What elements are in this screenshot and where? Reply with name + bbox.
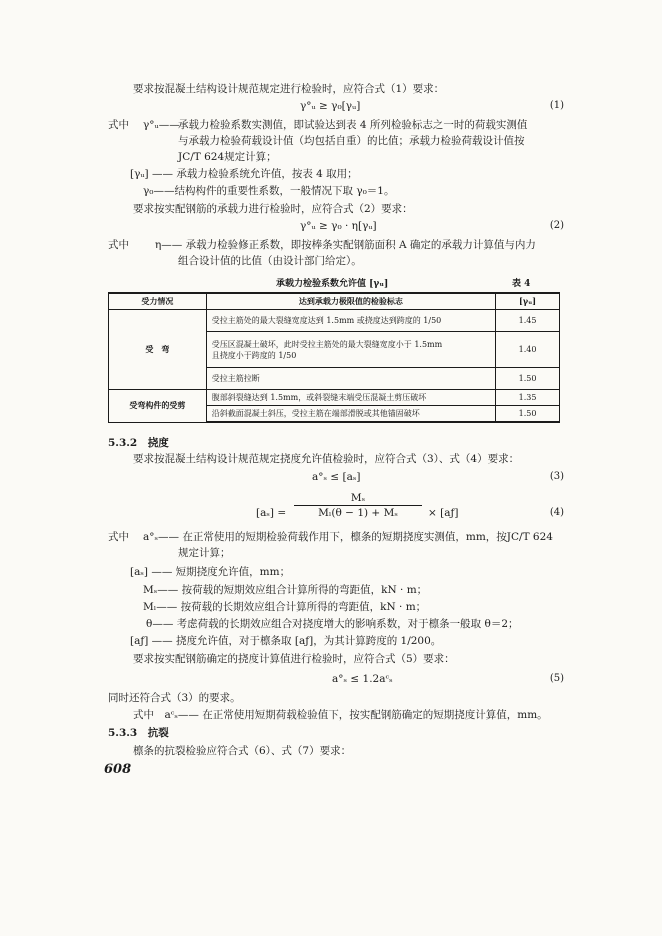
where-lead: 式中 — [108, 239, 129, 251]
table-cell — [206, 332, 495, 368]
table-label: 表 4 — [512, 279, 531, 289]
definition-line: η—— 承载力检验修正系数，即按棒条实配钢筋面积 A 确定的承载力计算值与内力 — [155, 239, 536, 251]
table-header-cell: 受力情况 — [109, 293, 207, 310]
table-value-cell: 1.50 — [496, 368, 560, 390]
definition-line: γ₀——结构构件的重要性系数，一般情况下取 γ₀＝1。 — [143, 185, 395, 197]
table-title: 承载力检验系数允许值 [γᵤ] — [276, 279, 389, 289]
where-lead: 式中 — [108, 119, 129, 131]
table-cell-line: 受压区混凝土破坏，此时受拉主筋处的最大裂缝宽度小于 1.5mm — [211, 339, 443, 349]
table-header-row — [109, 293, 560, 310]
definition-line: [aƒ] —— 挠度允许值，对于檩条取 [aƒ]，为其计算跨度的 1/200。 — [130, 635, 442, 647]
table-row — [109, 390, 560, 406]
paragraph-line: 式中 aᶜₛ—— 在正常使用短期荷载检验值下，按实配钢筋确定的短期挠度计算值，mm。 — [133, 709, 548, 721]
paragraph-line: 要求按混凝土结构设计规范规定挠度允许值检验时，应符合式（3）、式（4）要求： — [133, 453, 520, 465]
where-lead: 式中 — [108, 531, 129, 543]
intro-line: 要求按混凝土结构设计规范规定进行检验时，应符合式（1）要求： — [133, 83, 445, 95]
page-number: 608 — [104, 762, 132, 777]
definition-line: Mₛ—— 按荷载的短期效应组合计算所得的弯距值，kN · m； — [143, 584, 428, 596]
symbol-gamma-u: γ°ᵤ—— — [143, 119, 180, 131]
table-row — [109, 310, 560, 332]
equation-4-right: × [aƒ] — [428, 507, 459, 519]
table-value-cell: 1.50 — [496, 406, 560, 423]
equation-4-left: [aₛ] = — [256, 507, 287, 519]
table-value-cell: 1.40 — [496, 332, 560, 368]
definition-line: 与承载力检验荷载设计值（均包括自重）的比值；承载力检验荷载设计值按 — [178, 135, 525, 147]
definition-line: [γᵤ] —— 承载力检验系统允许值，按表 4 取用； — [130, 168, 358, 180]
definition-line: 承载力检验系数实测值，即试验达到表 4 所列检验标志之一时的荷载实测值 — [178, 119, 528, 131]
table-cell: 腹部斜裂缝达到 1.5mm，或斜裂缝末端受压混凝土剪压破坏 — [206, 390, 495, 406]
equation-1: γ°ᵤ ≥ γ₀[γᵤ] — [300, 100, 361, 112]
table-cell: 受拉主筋拉断 — [206, 368, 495, 390]
definition-line: [aₛ] —— 短期挠度允许值，mm； — [130, 566, 291, 578]
table-cell-line: 且挠度小于跨度的 1/50 — [211, 350, 297, 360]
equation-5-number: (5) — [549, 673, 564, 684]
bearing-capacity-table — [108, 292, 560, 423]
definition-line: Mₗ—— 按荷载的长期效应组合计算所得的弯距值，kN · m； — [143, 601, 427, 613]
equation-5: a°ₛ ≤ 1.2aᶜₛ — [332, 673, 393, 685]
table-value-cell: 1.35 — [496, 390, 560, 406]
equation-4-fraction — [294, 492, 422, 519]
definition-line: 组合设计值的比值（由设计部门给定）。 — [178, 255, 362, 267]
paragraph-line: 檩条的抗裂检验应符合式（6）、式（7）要求： — [133, 745, 352, 757]
table-value-cell: 1.45 — [496, 310, 560, 332]
table-group-cell: 受弯构件的受剪 — [109, 390, 207, 423]
table-header-cell: [γᵤ] — [496, 293, 560, 310]
table-cell: 沿斜截面混凝土斜压，受拉主筋在端部滑脱或其他锚固破坏 — [206, 406, 495, 423]
table-group-cell: 受 弯 — [109, 310, 207, 390]
section-heading-5-3-3: 5.3.3 抗裂 — [108, 727, 169, 739]
definition-line: a°ₛ—— 在正常使用的短期检验荷载作用下，檩条的短期挠度实测值，mm，按JC/T 624 — [143, 531, 553, 543]
paragraph-line: 同时还符合式（3）的要求。 — [108, 692, 241, 704]
table-header-cell: 达到承载力极限值的检验标志 — [206, 293, 495, 310]
paragraph-line: 要求按实配钢筋确定的挠度计算值进行检验时，应符合式（5）要求： — [133, 653, 455, 665]
equation-4-numerator: Mₛ — [294, 492, 422, 506]
equation-2-number: (2) — [549, 220, 564, 231]
equation-4-number: (4) — [549, 507, 564, 518]
equation-2: γ°ᵤ ≥ γ₀ · η[γᵤ] — [300, 220, 377, 232]
equation-3: a°ₛ ≤ [aₛ] — [312, 471, 361, 483]
paragraph-line: 要求按实配钢筋的承载力进行检验时，应符合式（2）要求： — [133, 203, 413, 215]
equation-1-number: (1) — [549, 100, 564, 111]
table-cell: 受拉主筋处的最大裂缝宽度达到 1.5mm 或挠度达到跨度的 1/50 — [206, 310, 495, 332]
definition-line: θ—— 考虑荷载的长期效应组合对挠度增大的影响系数，对于檩条一般取 θ＝2； — [146, 618, 519, 630]
equation-3-number: (3) — [549, 471, 564, 482]
definition-line: JC/T 624规定计算； — [178, 151, 277, 163]
definition-line: 规定计算； — [178, 547, 231, 559]
section-heading-5-3-2: 5.3.2 挠度 — [108, 437, 169, 449]
equation-4-denominator: Mₗ(θ − 1) + Mₛ — [318, 507, 398, 519]
